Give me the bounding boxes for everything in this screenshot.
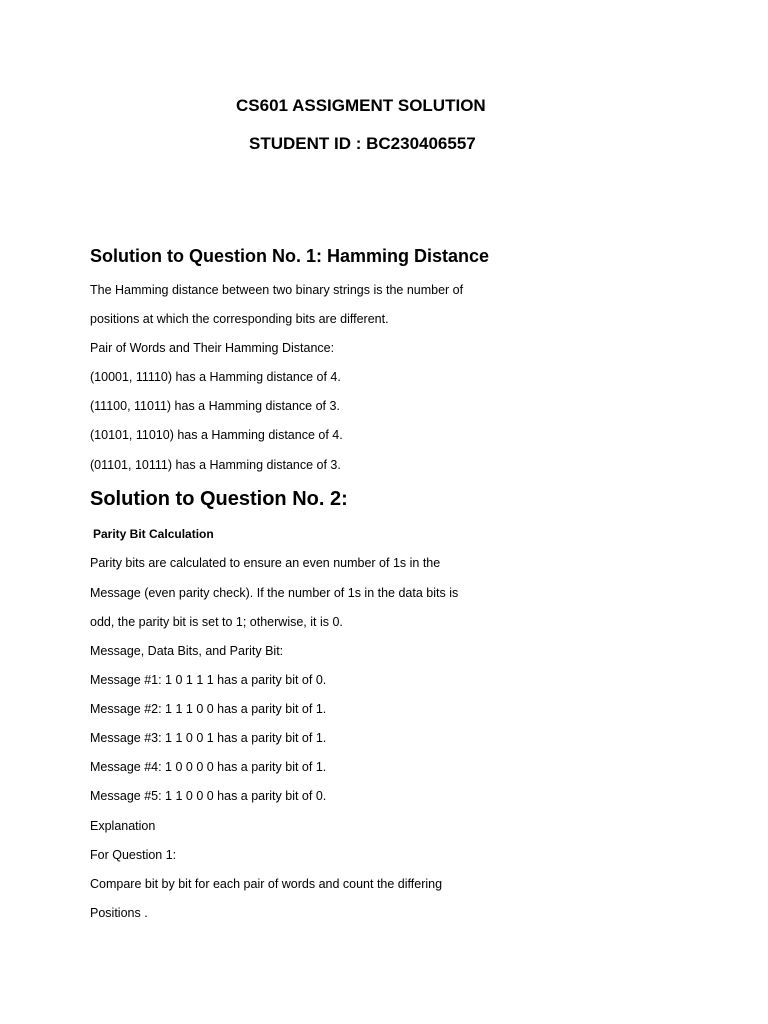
q1-line: (11100, 11011) has a Hamming distance of 3. <box>90 399 340 413</box>
q2-line: Message (even parity check). If the number of 1s in the data bits is <box>90 586 459 600</box>
document-title: CS601 ASSIGMENT SOLUTION <box>236 96 486 115</box>
q1-line: (10101, 11010) has a Hamming distance of 4. <box>90 428 343 442</box>
q2-line: Message #5: 1 1 0 0 0 has a parity bit of 0. <box>90 789 327 803</box>
q2-line: odd, the parity bit is set to 1; otherwise, it is 0. <box>90 615 343 629</box>
q1-line: Pair of Words and Their Hamming Distance: <box>90 341 335 355</box>
q2-line: Message #2: 1 1 1 0 0 has a parity bit of 1. <box>90 702 327 716</box>
q2-line: Message, Data Bits, and Parity Bit: <box>90 644 284 658</box>
q1-line: (01101, 10111) has a Hamming distance of 3. <box>90 458 341 472</box>
q2-line: Explanation <box>90 819 156 833</box>
q2-line: Positions . <box>90 906 148 920</box>
q1-line: The Hamming distance between two binary strings is the number of <box>90 283 464 297</box>
question-2-heading: Solution to Question No. 2: <box>90 488 348 510</box>
q2-line: Compare bit by bit for each pair of words and count the differing <box>90 877 443 891</box>
question-1-heading: Solution to Question No. 1: Hamming Distance <box>90 246 490 266</box>
q2-line: Message #4: 1 0 0 0 0 has a parity bit of 1. <box>90 760 327 774</box>
q2-line: Parity bits are calculated to ensure an even number of 1s in the <box>90 556 441 570</box>
student-id: STUDENT ID : BC230406557 <box>249 134 476 153</box>
q2-line: Message #1: 1 0 1 1 1 has a parity bit of 0. <box>90 673 327 687</box>
q1-line: positions at which the corresponding bits are different. <box>90 312 389 326</box>
q2-line: Message #3: 1 1 0 0 1 has a parity bit of 1. <box>90 731 327 745</box>
question-2-subheading: Parity Bit Calculation <box>93 527 214 541</box>
q1-line: (10001, 11110) has a Hamming distance of 4. <box>90 370 341 384</box>
q2-line: For Question 1: <box>90 848 177 862</box>
